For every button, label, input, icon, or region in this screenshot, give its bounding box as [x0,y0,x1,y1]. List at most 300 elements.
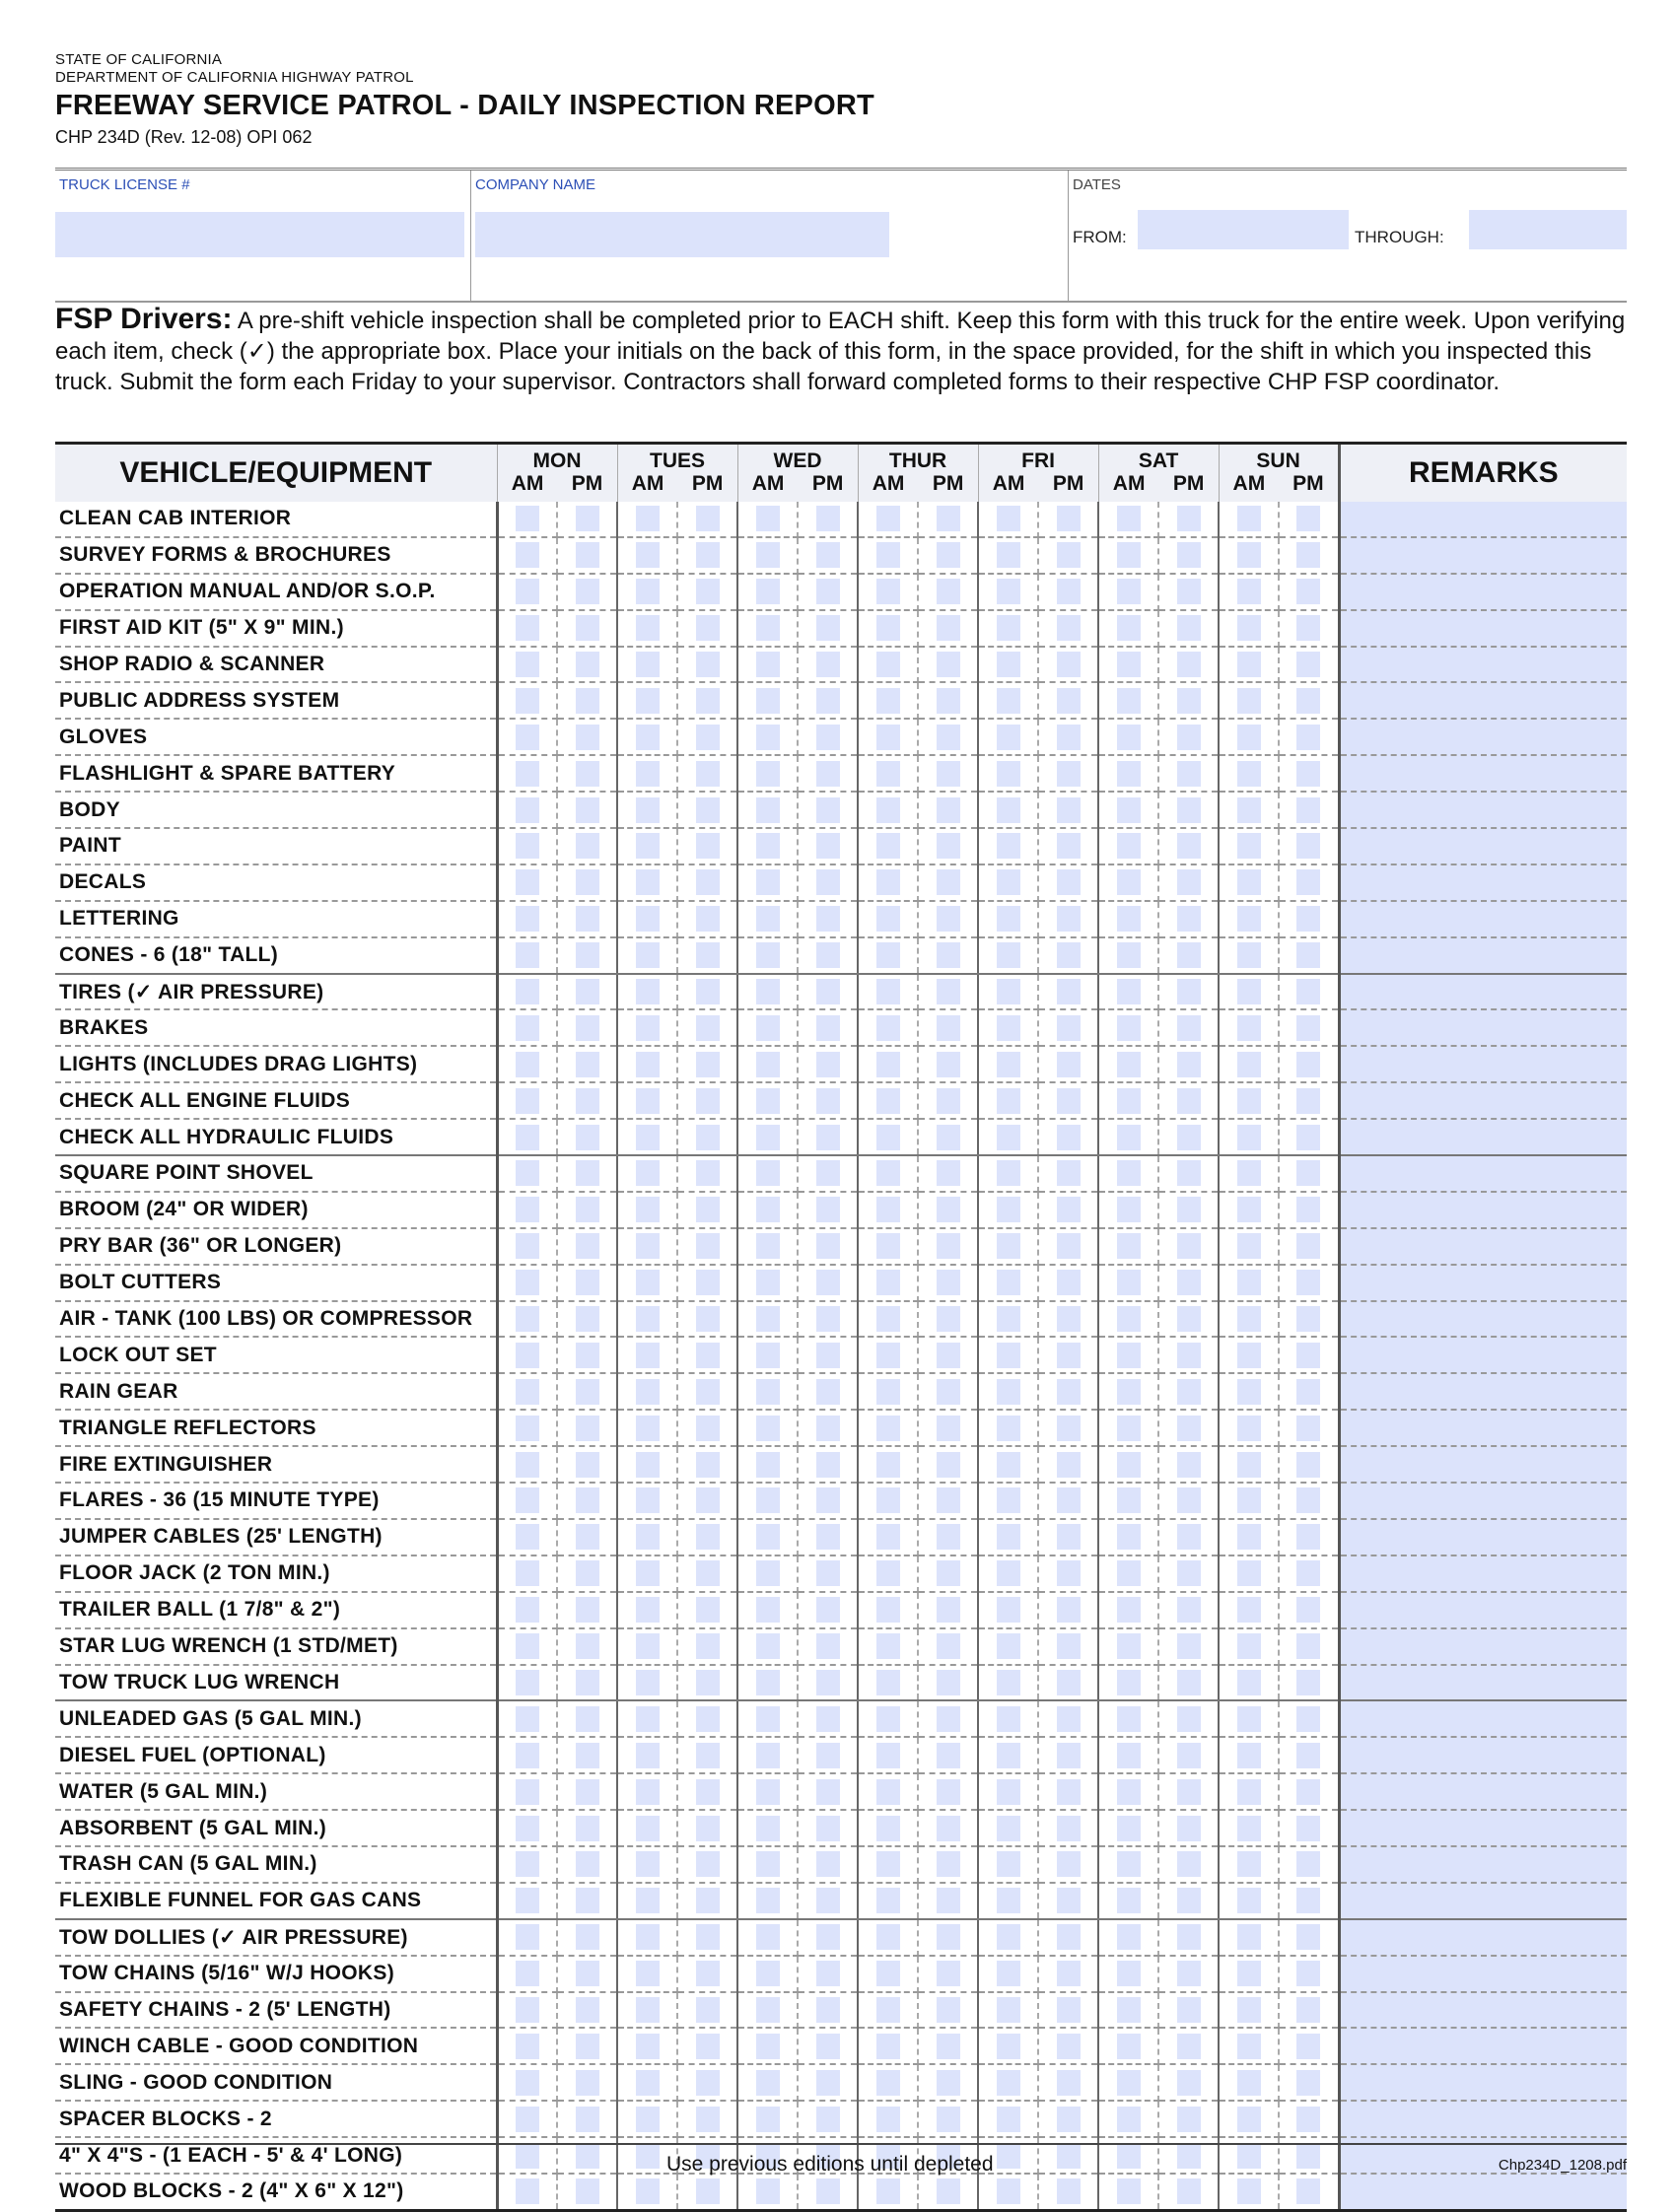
remarks-input[interactable] [1339,610,1627,647]
inspection-checkbox-mon-pm[interactable] [576,1560,599,1586]
inspection-checkbox-sat-am[interactable] [1117,2107,1141,2132]
inspection-checkbox-tues-am[interactable] [636,1052,660,1077]
inspection-checkbox-sat-pm[interactable] [1177,1452,1201,1478]
inspection-checkbox-wed-pm[interactable] [816,1670,840,1695]
inspection-checkbox-tues-pm[interactable] [696,2107,720,2132]
inspection-checkbox-tues-pm[interactable] [696,2034,720,2059]
inspection-checkbox-fri-am[interactable] [997,1524,1020,1550]
inspection-checkbox-wed-pm[interactable] [816,542,840,568]
inspection-checkbox-fri-pm[interactable] [1057,833,1081,859]
inspection-checkbox-thur-pm[interactable] [937,725,960,750]
inspection-checkbox-fri-am[interactable] [997,652,1020,677]
inspection-checkbox-sun-am[interactable] [1237,1233,1261,1259]
inspection-checkbox-mon-pm[interactable] [576,869,599,895]
remarks-input[interactable] [1339,1737,1627,1773]
inspection-checkbox-wed-pm[interactable] [816,615,840,641]
inspection-checkbox-fri-pm[interactable] [1057,1816,1081,1841]
inspection-checkbox-sat-am[interactable] [1117,1851,1141,1877]
inspection-checkbox-thur-am[interactable] [876,725,900,750]
inspection-checkbox-sat-am[interactable] [1117,615,1141,641]
inspection-checkbox-mon-am[interactable] [516,906,539,932]
inspection-checkbox-sun-am[interactable] [1237,1487,1261,1513]
inspection-checkbox-thur-pm[interactable] [937,1524,960,1550]
inspection-checkbox-sat-am[interactable] [1117,761,1141,787]
inspection-checkbox-fri-am[interactable] [997,1015,1020,1041]
inspection-checkbox-wed-am[interactable] [756,1816,780,1841]
inspection-checkbox-thur-am[interactable] [876,1597,900,1623]
inspection-checkbox-sat-pm[interactable] [1177,942,1201,968]
inspection-checkbox-wed-pm[interactable] [816,1487,840,1513]
inspection-checkbox-thur-pm[interactable] [937,979,960,1004]
remarks-input[interactable] [1339,574,1627,610]
inspection-checkbox-sat-am[interactable] [1117,1816,1141,1841]
inspection-checkbox-thur-am[interactable] [876,1851,900,1877]
inspection-checkbox-fri-am[interactable] [997,1052,1020,1077]
inspection-checkbox-fri-pm[interactable] [1057,1706,1081,1732]
inspection-checkbox-mon-am[interactable] [516,688,539,714]
inspection-checkbox-fri-am[interactable] [997,869,1020,895]
inspection-checkbox-wed-am[interactable] [756,1015,780,1041]
inspection-checkbox-fri-am[interactable] [997,2034,1020,2059]
inspection-checkbox-mon-am[interactable] [516,1379,539,1405]
inspection-checkbox-wed-am[interactable] [756,2070,780,2096]
inspection-checkbox-wed-am[interactable] [756,1343,780,1368]
inspection-checkbox-sun-am[interactable] [1237,1961,1261,1986]
inspection-checkbox-fri-am[interactable] [997,579,1020,604]
remarks-input[interactable] [1339,1265,1627,1301]
inspection-checkbox-sat-am[interactable] [1117,1197,1141,1222]
inspection-checkbox-thur-pm[interactable] [937,1487,960,1513]
inspection-checkbox-fri-am[interactable] [997,1924,1020,1950]
inspection-checkbox-sun-pm[interactable] [1296,1015,1320,1041]
remarks-input[interactable] [1339,1155,1627,1192]
inspection-checkbox-sun-pm[interactable] [1296,615,1320,641]
inspection-checkbox-sun-am[interactable] [1237,833,1261,859]
inspection-checkbox-wed-am[interactable] [756,1052,780,1077]
inspection-checkbox-wed-pm[interactable] [816,1997,840,2023]
inspection-checkbox-mon-am[interactable] [516,1416,539,1441]
remarks-input[interactable] [1339,1228,1627,1265]
inspection-checkbox-tues-am[interactable] [636,615,660,641]
remarks-input[interactable] [1339,1446,1627,1483]
inspection-checkbox-tues-am[interactable] [636,1487,660,1513]
inspection-checkbox-sat-am[interactable] [1117,2070,1141,2096]
inspection-checkbox-thur-pm[interactable] [937,615,960,641]
inspection-checkbox-sat-pm[interactable] [1177,1015,1201,1041]
inspection-checkbox-wed-am[interactable] [756,615,780,641]
inspection-checkbox-wed-pm[interactable] [816,1125,840,1150]
inspection-checkbox-mon-am[interactable] [516,1160,539,1186]
inspection-checkbox-mon-am[interactable] [516,1961,539,1986]
inspection-checkbox-thur-am[interactable] [876,906,900,932]
inspection-checkbox-thur-am[interactable] [876,1816,900,1841]
inspection-checkbox-tues-pm[interactable] [696,579,720,604]
inspection-checkbox-sat-am[interactable] [1117,1343,1141,1368]
remarks-input[interactable] [1339,1992,1627,2029]
inspection-checkbox-sun-am[interactable] [1237,761,1261,787]
inspection-checkbox-mon-pm[interactable] [576,2034,599,2059]
inspection-checkbox-fri-am[interactable] [997,688,1020,714]
inspection-checkbox-sat-pm[interactable] [1177,761,1201,787]
inspection-checkbox-sat-pm[interactable] [1177,1924,1201,1950]
inspection-checkbox-wed-am[interactable] [756,1997,780,2023]
remarks-input[interactable] [1339,1919,1627,1956]
inspection-checkbox-sun-am[interactable] [1237,1052,1261,1077]
inspection-checkbox-tues-pm[interactable] [696,1706,720,1732]
inspection-checkbox-fri-pm[interactable] [1057,506,1081,531]
inspection-checkbox-mon-pm[interactable] [576,761,599,787]
inspection-checkbox-wed-am[interactable] [756,579,780,604]
inspection-checkbox-sun-pm[interactable] [1296,542,1320,568]
inspection-checkbox-thur-pm[interactable] [937,579,960,604]
inspection-checkbox-sun-pm[interactable] [1296,1524,1320,1550]
inspection-checkbox-fri-am[interactable] [997,1379,1020,1405]
inspection-checkbox-sat-pm[interactable] [1177,906,1201,932]
inspection-checkbox-thur-am[interactable] [876,1270,900,1295]
remarks-input[interactable] [1339,2101,1627,2137]
inspection-checkbox-sun-pm[interactable] [1296,1961,1320,1986]
inspection-checkbox-mon-pm[interactable] [576,1816,599,1841]
inspection-checkbox-thur-pm[interactable] [937,2034,960,2059]
inspection-checkbox-wed-pm[interactable] [816,1306,840,1332]
inspection-checkbox-thur-am[interactable] [876,942,900,968]
inspection-checkbox-sun-am[interactable] [1237,1743,1261,1768]
inspection-checkbox-mon-am[interactable] [516,1125,539,1150]
inspection-checkbox-sun-am[interactable] [1237,942,1261,968]
inspection-checkbox-thur-am[interactable] [876,1343,900,1368]
remarks-input[interactable] [1339,1592,1627,1628]
inspection-checkbox-fri-pm[interactable] [1057,1452,1081,1478]
inspection-checkbox-thur-pm[interactable] [937,869,960,895]
inspection-checkbox-thur-am[interactable] [876,1088,900,1114]
inspection-checkbox-wed-am[interactable] [756,1888,780,1913]
inspection-checkbox-tues-am[interactable] [636,2070,660,2096]
inspection-checkbox-mon-pm[interactable] [576,906,599,932]
inspection-checkbox-sun-pm[interactable] [1296,1597,1320,1623]
inspection-checkbox-sat-am[interactable] [1117,1560,1141,1586]
inspection-checkbox-wed-am[interactable] [756,1088,780,1114]
inspection-checkbox-fri-am[interactable] [997,1088,1020,1114]
inspection-checkbox-thur-am[interactable] [876,1160,900,1186]
inspection-checkbox-fri-pm[interactable] [1057,2107,1081,2132]
inspection-checkbox-tues-am[interactable] [636,1888,660,1913]
inspection-checkbox-mon-pm[interactable] [576,1125,599,1150]
inspection-checkbox-wed-pm[interactable] [816,833,840,859]
inspection-checkbox-sun-am[interactable] [1237,979,1261,1004]
inspection-checkbox-tues-am[interactable] [636,2034,660,2059]
inspection-checkbox-tues-pm[interactable] [696,1524,720,1550]
inspection-checkbox-wed-pm[interactable] [816,1888,840,1913]
inspection-checkbox-thur-pm[interactable] [937,1015,960,1041]
inspection-checkbox-mon-pm[interactable] [576,1416,599,1441]
inspection-checkbox-thur-am[interactable] [876,833,900,859]
inspection-checkbox-wed-pm[interactable] [816,2034,840,2059]
inspection-checkbox-thur-am[interactable] [876,1306,900,1332]
inspection-checkbox-fri-am[interactable] [997,1851,1020,1877]
inspection-checkbox-thur-am[interactable] [876,1633,900,1659]
remarks-input[interactable] [1339,1192,1627,1228]
inspection-checkbox-tues-am[interactable] [636,869,660,895]
inspection-checkbox-tues-pm[interactable] [696,542,720,568]
inspection-checkbox-fri-pm[interactable] [1057,1743,1081,1768]
inspection-checkbox-wed-pm[interactable] [816,1924,840,1950]
inspection-checkbox-thur-pm[interactable] [937,1779,960,1805]
inspection-checkbox-sat-am[interactable] [1117,1379,1141,1405]
inspection-checkbox-fri-pm[interactable] [1057,688,1081,714]
inspection-checkbox-sun-pm[interactable] [1296,1379,1320,1405]
inspection-checkbox-tues-pm[interactable] [696,1888,720,1913]
inspection-checkbox-sat-pm[interactable] [1177,1851,1201,1877]
inspection-checkbox-fri-pm[interactable] [1057,1379,1081,1405]
inspection-checkbox-mon-pm[interactable] [576,1343,599,1368]
inspection-checkbox-tues-pm[interactable] [696,1924,720,1950]
inspection-checkbox-fri-am[interactable] [997,615,1020,641]
inspection-checkbox-tues-am[interactable] [636,833,660,859]
inspection-checkbox-sun-am[interactable] [1237,542,1261,568]
inspection-checkbox-sun-pm[interactable] [1296,1851,1320,1877]
inspection-checkbox-thur-pm[interactable] [937,761,960,787]
inspection-checkbox-tues-pm[interactable] [696,1270,720,1295]
inspection-checkbox-sat-am[interactable] [1117,1270,1141,1295]
inspection-checkbox-wed-am[interactable] [756,688,780,714]
inspection-checkbox-sun-am[interactable] [1237,1816,1261,1841]
inspection-checkbox-thur-pm[interactable] [937,1816,960,1841]
inspection-checkbox-tues-am[interactable] [636,652,660,677]
inspection-checkbox-tues-pm[interactable] [696,1306,720,1332]
inspection-checkbox-sat-pm[interactable] [1177,1816,1201,1841]
inspection-checkbox-sat-pm[interactable] [1177,506,1201,531]
inspection-checkbox-tues-am[interactable] [636,1197,660,1222]
inspection-checkbox-mon-pm[interactable] [576,1851,599,1877]
inspection-checkbox-mon-am[interactable] [516,1487,539,1513]
inspection-checkbox-fri-am[interactable] [997,1416,1020,1441]
inspection-checkbox-tues-am[interactable] [636,579,660,604]
inspection-checkbox-tues-pm[interactable] [696,506,720,531]
inspection-checkbox-thur-pm[interactable] [937,2070,960,2096]
inspection-checkbox-fri-pm[interactable] [1057,2034,1081,2059]
remarks-input[interactable] [1339,792,1627,828]
inspection-checkbox-thur-pm[interactable] [937,1343,960,1368]
inspection-checkbox-sat-am[interactable] [1117,1160,1141,1186]
inspection-checkbox-mon-am[interactable] [516,1888,539,1913]
inspection-checkbox-sat-pm[interactable] [1177,1088,1201,1114]
inspection-checkbox-fri-pm[interactable] [1057,1560,1081,1586]
inspection-checkbox-fri-am[interactable] [997,506,1020,531]
inspection-checkbox-sat-pm[interactable] [1177,1487,1201,1513]
remarks-input[interactable] [1339,647,1627,683]
remarks-input[interactable] [1339,1483,1627,1519]
inspection-checkbox-mon-pm[interactable] [576,725,599,750]
inspection-checkbox-thur-pm[interactable] [937,1270,960,1295]
inspection-checkbox-thur-pm[interactable] [937,542,960,568]
inspection-checkbox-sun-pm[interactable] [1296,1270,1320,1295]
inspection-checkbox-sun-am[interactable] [1237,652,1261,677]
inspection-checkbox-wed-am[interactable] [756,725,780,750]
inspection-checkbox-sun-pm[interactable] [1296,1888,1320,1913]
inspection-checkbox-mon-pm[interactable] [576,1379,599,1405]
inspection-checkbox-wed-pm[interactable] [816,906,840,932]
inspection-checkbox-fri-pm[interactable] [1057,1416,1081,1441]
inspection-checkbox-wed-pm[interactable] [816,1816,840,1841]
inspection-checkbox-sat-pm[interactable] [1177,2070,1201,2096]
remarks-input[interactable] [1339,2028,1627,2064]
inspection-checkbox-wed-am[interactable] [756,869,780,895]
inspection-checkbox-wed-pm[interactable] [816,1052,840,1077]
remarks-input[interactable] [1339,719,1627,755]
remarks-input[interactable] [1339,1082,1627,1119]
inspection-checkbox-sat-pm[interactable] [1177,1961,1201,1986]
inspection-checkbox-mon-pm[interactable] [576,1452,599,1478]
inspection-checkbox-sun-pm[interactable] [1296,979,1320,1004]
inspection-checkbox-mon-am[interactable] [516,761,539,787]
inspection-checkbox-tues-am[interactable] [636,1015,660,1041]
inspection-checkbox-fri-am[interactable] [997,1888,1020,1913]
inspection-checkbox-fri-pm[interactable] [1057,542,1081,568]
inspection-checkbox-sun-pm[interactable] [1296,506,1320,531]
inspection-checkbox-wed-am[interactable] [756,652,780,677]
inspection-checkbox-tues-pm[interactable] [696,1851,720,1877]
inspection-checkbox-sat-am[interactable] [1117,1524,1141,1550]
inspection-checkbox-wed-pm[interactable] [816,1524,840,1550]
inspection-checkbox-sat-am[interactable] [1117,1487,1141,1513]
inspection-checkbox-mon-am[interactable] [516,1924,539,1950]
inspection-checkbox-fri-pm[interactable] [1057,652,1081,677]
inspection-checkbox-tues-am[interactable] [636,1851,660,1877]
inspection-checkbox-mon-am[interactable] [516,1306,539,1332]
inspection-checkbox-thur-pm[interactable] [937,1888,960,1913]
inspection-checkbox-fri-pm[interactable] [1057,1160,1081,1186]
inspection-checkbox-tues-pm[interactable] [696,833,720,859]
inspection-checkbox-wed-am[interactable] [756,1743,780,1768]
inspection-checkbox-sat-pm[interactable] [1177,833,1201,859]
inspection-checkbox-fri-pm[interactable] [1057,1233,1081,1259]
inspection-checkbox-mon-am[interactable] [516,579,539,604]
inspection-checkbox-fri-pm[interactable] [1057,1270,1081,1295]
inspection-checkbox-sat-pm[interactable] [1177,1343,1201,1368]
inspection-checkbox-thur-am[interactable] [876,1997,900,2023]
inspection-checkbox-sat-pm[interactable] [1177,1160,1201,1186]
inspection-checkbox-mon-pm[interactable] [576,1670,599,1695]
inspection-checkbox-thur-pm[interactable] [937,2107,960,2132]
inspection-checkbox-fri-pm[interactable] [1057,1633,1081,1659]
remarks-input[interactable] [1339,1337,1627,1373]
inspection-checkbox-tues-am[interactable] [636,688,660,714]
inspection-checkbox-sun-am[interactable] [1237,688,1261,714]
inspection-checkbox-sat-am[interactable] [1117,1015,1141,1041]
inspection-checkbox-thur-am[interactable] [876,1197,900,1222]
inspection-checkbox-mon-pm[interactable] [576,1524,599,1550]
inspection-checkbox-mon-am[interactable] [516,1452,539,1478]
inspection-checkbox-tues-am[interactable] [636,1270,660,1295]
inspection-checkbox-tues-am[interactable] [636,797,660,823]
inspection-checkbox-thur-pm[interactable] [937,1306,960,1332]
inspection-checkbox-fri-pm[interactable] [1057,1015,1081,1041]
inspection-checkbox-sat-am[interactable] [1117,1706,1141,1732]
inspection-checkbox-wed-pm[interactable] [816,1779,840,1805]
inspection-checkbox-tues-am[interactable] [636,1779,660,1805]
inspection-checkbox-sun-pm[interactable] [1296,1706,1320,1732]
inspection-checkbox-tues-pm[interactable] [696,1233,720,1259]
inspection-checkbox-tues-am[interactable] [636,2107,660,2132]
inspection-checkbox-tues-pm[interactable] [696,1088,720,1114]
inspection-checkbox-sat-am[interactable] [1117,1633,1141,1659]
inspection-checkbox-tues-pm[interactable] [696,869,720,895]
inspection-checkbox-fri-am[interactable] [997,2107,1020,2132]
inspection-checkbox-thur-am[interactable] [876,1524,900,1550]
company-name-input[interactable] [475,212,889,257]
inspection-checkbox-sun-am[interactable] [1237,2070,1261,2096]
inspection-checkbox-wed-pm[interactable] [816,652,840,677]
inspection-checkbox-tues-pm[interactable] [696,1197,720,1222]
inspection-checkbox-sat-pm[interactable] [1177,1560,1201,1586]
inspection-checkbox-sun-am[interactable] [1237,1924,1261,1950]
inspection-checkbox-thur-am[interactable] [876,1379,900,1405]
inspection-checkbox-mon-pm[interactable] [576,1779,599,1805]
inspection-checkbox-wed-pm[interactable] [816,579,840,604]
inspection-checkbox-wed-am[interactable] [756,1524,780,1550]
inspection-checkbox-fri-pm[interactable] [1057,1343,1081,1368]
inspection-checkbox-tues-am[interactable] [636,1088,660,1114]
inspection-checkbox-wed-pm[interactable] [816,1961,840,1986]
inspection-checkbox-sun-am[interactable] [1237,1015,1261,1041]
inspection-checkbox-sat-am[interactable] [1117,979,1141,1004]
inspection-checkbox-sun-pm[interactable] [1296,1052,1320,1077]
inspection-checkbox-mon-am[interactable] [516,1088,539,1114]
inspection-checkbox-mon-am[interactable] [516,1816,539,1841]
inspection-checkbox-sun-pm[interactable] [1296,1560,1320,1586]
inspection-checkbox-sun-am[interactable] [1237,2034,1261,2059]
inspection-checkbox-tues-pm[interactable] [696,1560,720,1586]
inspection-checkbox-mon-am[interactable] [516,1343,539,1368]
inspection-checkbox-fri-pm[interactable] [1057,1088,1081,1114]
inspection-checkbox-wed-pm[interactable] [816,506,840,531]
inspection-checkbox-sat-am[interactable] [1117,688,1141,714]
inspection-checkbox-mon-pm[interactable] [576,1961,599,1986]
inspection-checkbox-wed-pm[interactable] [816,725,840,750]
inspection-checkbox-wed-am[interactable] [756,1670,780,1695]
inspection-checkbox-sat-am[interactable] [1117,1233,1141,1259]
inspection-checkbox-fri-pm[interactable] [1057,725,1081,750]
inspection-checkbox-wed-pm[interactable] [816,761,840,787]
inspection-checkbox-sat-am[interactable] [1117,833,1141,859]
inspection-checkbox-thur-pm[interactable] [937,1197,960,1222]
inspection-checkbox-thur-pm[interactable] [937,1706,960,1732]
inspection-checkbox-fri-am[interactable] [997,1706,1020,1732]
inspection-checkbox-sat-pm[interactable] [1177,1125,1201,1150]
inspection-checkbox-thur-pm[interactable] [937,833,960,859]
inspection-checkbox-sun-pm[interactable] [1296,725,1320,750]
inspection-checkbox-sun-pm[interactable] [1296,1779,1320,1805]
remarks-input[interactable] [1339,1046,1627,1082]
inspection-checkbox-wed-pm[interactable] [816,1379,840,1405]
inspection-checkbox-tues-am[interactable] [636,1961,660,1986]
remarks-input[interactable] [1339,864,1627,901]
inspection-checkbox-sat-am[interactable] [1117,725,1141,750]
inspection-checkbox-sun-pm[interactable] [1296,1088,1320,1114]
inspection-checkbox-mon-am[interactable] [516,797,539,823]
inspection-checkbox-sun-am[interactable] [1237,1524,1261,1550]
inspection-checkbox-wed-pm[interactable] [816,1343,840,1368]
inspection-checkbox-wed-am[interactable] [756,1706,780,1732]
remarks-input[interactable] [1339,537,1627,574]
inspection-checkbox-tues-pm[interactable] [696,1997,720,2023]
inspection-checkbox-thur-pm[interactable] [937,942,960,968]
inspection-checkbox-thur-pm[interactable] [937,1125,960,1150]
inspection-checkbox-wed-am[interactable] [756,542,780,568]
inspection-checkbox-thur-pm[interactable] [937,1633,960,1659]
inspection-checkbox-wed-pm[interactable] [816,797,840,823]
inspection-checkbox-sun-pm[interactable] [1296,2034,1320,2059]
